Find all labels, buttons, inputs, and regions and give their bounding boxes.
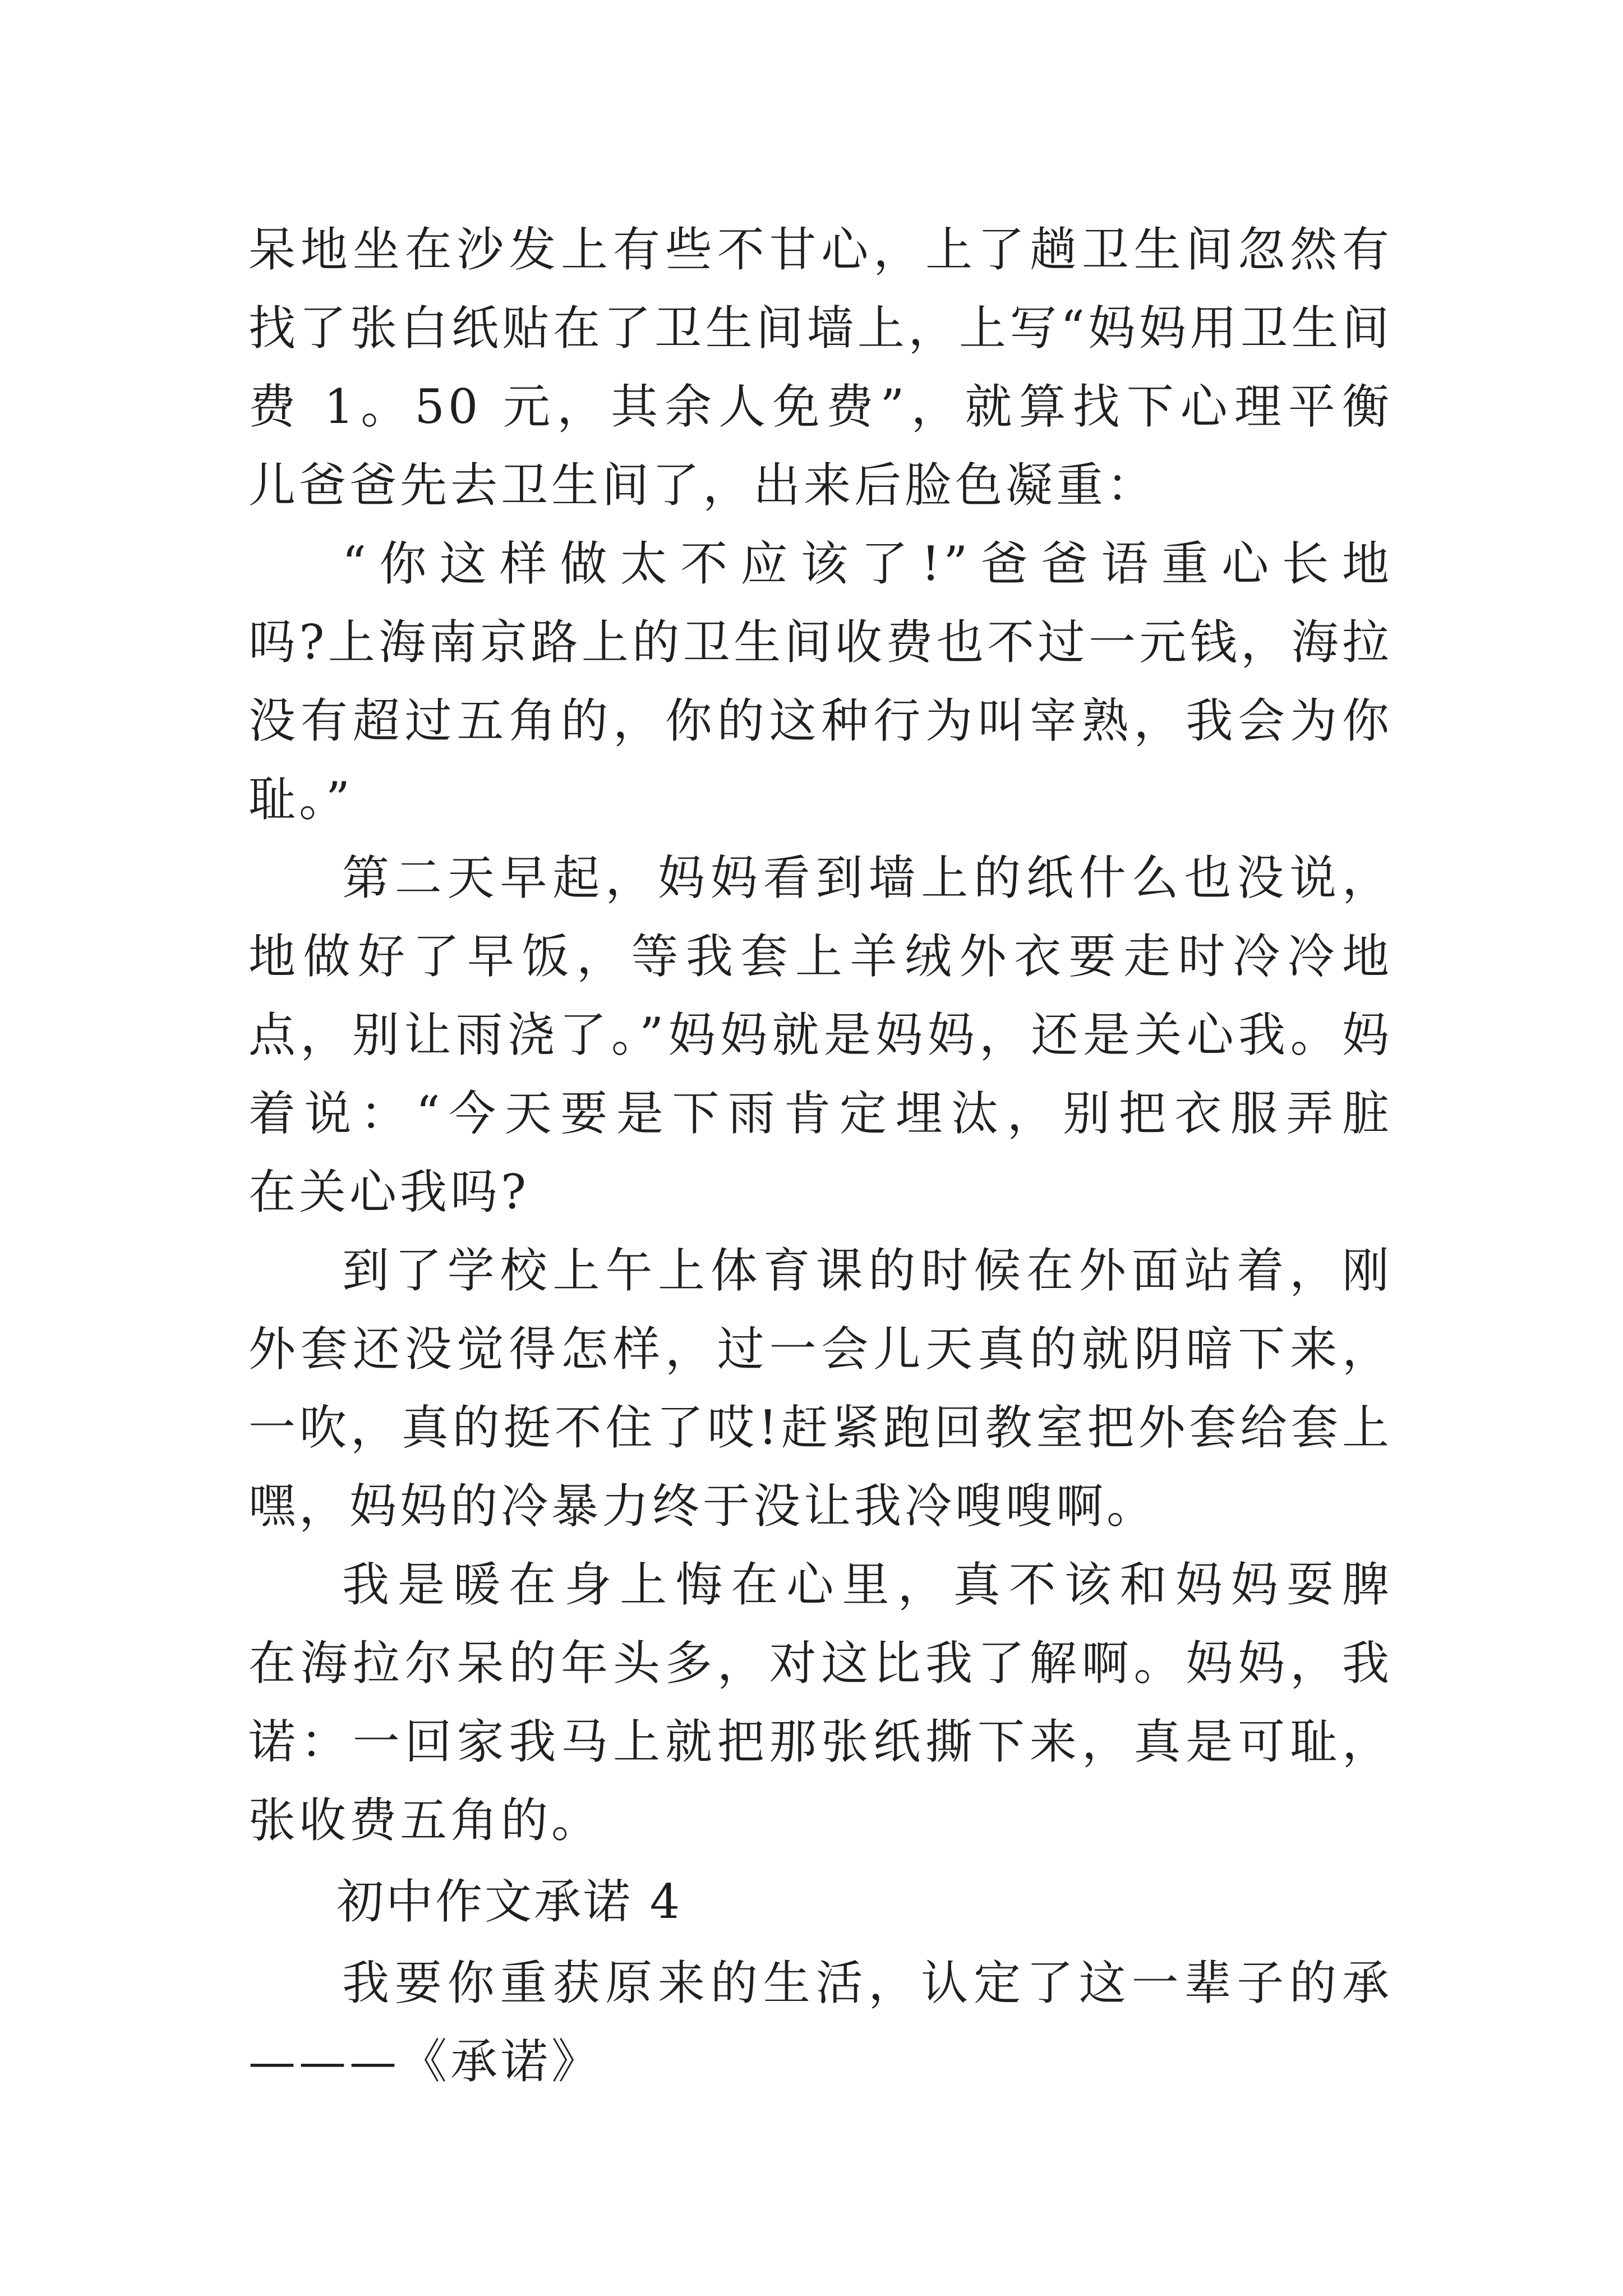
paragraph-line: 着说：“今天要是下雨肯定埋汰，别把衣服弄脏 [248, 1086, 1393, 1141]
paragraph-line: 找了张白纸贴在了卫生间墙上，上写“妈妈用卫生间 [248, 301, 1393, 356]
paragraph-line: 我是暖在身上悔在心里，真不该和妈妈耍脾 [342, 1557, 1393, 1612]
paragraph-line: 儿爸爸先去卫生间了，出来后脸色凝重： [248, 458, 1158, 513]
paragraph-line: 外套还没觉得怎样，过一会儿天真的就阴暗下来， [248, 1322, 1393, 1377]
paragraph-line: 地做好了早饭，等我套上羊绒外衣要走时冷冷地 [248, 929, 1393, 984]
paragraph-line: 费 1。50 元，其余人免费”，就算找下心理平衡 [248, 379, 1393, 434]
paragraph-line: 吗?上海南京路上的卫生间收费也不过一元钱，海拉 [248, 615, 1393, 670]
epigraph-attribution: ———《承诺》 [248, 2034, 602, 2089]
paragraph-line: 张收费五角的。 [248, 1793, 602, 1848]
paragraph-line: 没有超过五角的，你的这种行为叫宰熟，我会为你 [248, 693, 1393, 748]
paragraph-line: 诺：一回家我马上就把那张纸撕下来，真是可耻， [248, 1714, 1393, 1769]
paragraph-line: 第二天早起，妈妈看到墙上的纸什么也没说， [342, 850, 1393, 905]
section-heading: 初中作文承诺 4 [336, 1874, 683, 1929]
paragraph-line: 到了学校上午上体育课的时候在外面站着，刚 [342, 1243, 1393, 1298]
paragraph-line: 呆地坐在沙发上有些不甘心，上了趟卫生间忽然有 [248, 222, 1393, 277]
paragraph-line: 在关心我吗? [248, 1165, 530, 1220]
paragraph-line: 耻。” [248, 772, 353, 827]
paragraph-line: “你这样做太不应该了!”爸爸语重心长地 [342, 536, 1393, 591]
paragraph-line: 一吹，真的挺不住了哎!赶紧跑回教室把外套给套上 [248, 1400, 1393, 1455]
paragraph-line: 在海拉尔呆的年头多，对这比我了解啊。妈妈，我 [248, 1636, 1393, 1691]
epigraph-quote: 我要你重获原来的生活，认定了这一辈子的承 [342, 1955, 1393, 2010]
paragraph-line: 点，别让雨浇了。”妈妈就是妈妈，还是关心我。妈 [248, 1007, 1393, 1062]
paragraph-line: 嘿，妈妈的冷暴力终于没让我冷嗖嗖啊。 [248, 1479, 1158, 1534]
